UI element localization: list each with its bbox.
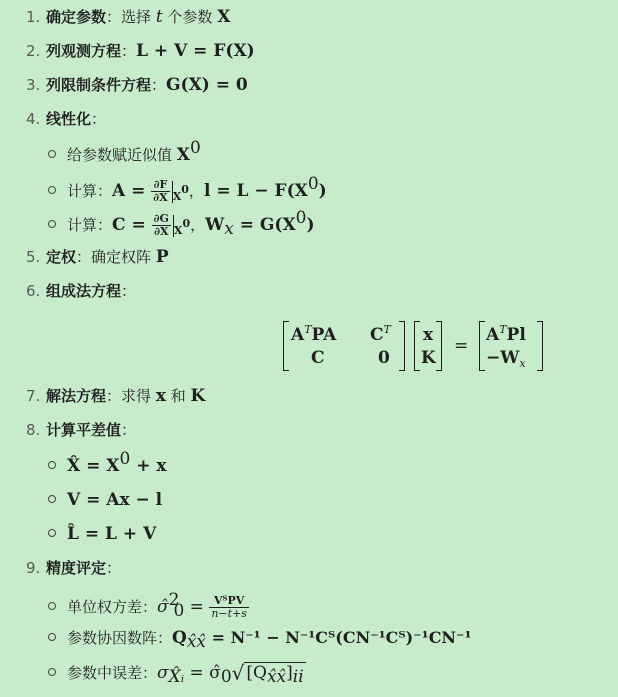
item-label: 定权: [46, 248, 77, 266]
bullet-icon: [48, 668, 56, 676]
equation: L + V = F(X): [136, 41, 255, 61]
fraction: $\frac{\partial G}{\partial X}$: [153, 212, 169, 238]
item-label: 列限制条件方程: [46, 76, 152, 94]
item-number: 3.: [26, 76, 41, 94]
item-number: 2.: [26, 42, 41, 60]
item-label: 确定参数: [46, 8, 107, 26]
bullet-icon: [48, 529, 56, 537]
bullet-icon: [48, 150, 56, 158]
unknown-vector: x K: [414, 321, 442, 371]
bullet-icon: [48, 602, 56, 610]
item-number: 6.: [26, 282, 41, 300]
item-number: 9.: [26, 559, 41, 577]
item-label: 线性化: [46, 110, 92, 128]
bullet-icon: [48, 186, 56, 194]
item-label: 列观测方程: [46, 42, 122, 60]
fraction: $\frac{\text{VᵀPV}}{n-t+s}$: [211, 594, 247, 620]
sqrt-icon: √: [231, 661, 245, 685]
bullet-icon: [48, 220, 56, 228]
document: 1. 确定参数：选择 t 个参数 X 2. 列观测方程：L + V = F(X) 3. 列限制条件方程：G(X) = 0 4. 线性化： 给参数赋近似值 $X^0$ 计算：A = $\frac{\partial F}{\partial X}$ $_{X^0}$，$l = L - F(X^0)$ 计算：C = $\frac{\partial G}{\partial X}$ $_{X^0}$，$W_x = G(X^0)$ 5. 定权：确定权阵 P 6. 组成法方程： $A^TPA$ $C^T$ C 0 x K = $A^TPl$ $-W_x$ 7. 解法方程：求得 x 和 K 8. 计算平差值： X̂ = $X^0 + x$ V = Ax − l L̂ = L + V 9. 精度评定： 单位权方差：σ̂$^2_0$ = $\frac{\text{VᵀPV}}{n-t+s}$ 参数协因数阵：$Q_{x̂x̂} = N^{-1}$ − N⁻¹Cᵀ(CN⁻¹Cᵀ)⁻¹CN⁻¹ 参数中误差：$\sigma_{X̂ᵢ}$ = $\sigmâ_0√$ $[Q_{x̂x̂}]_{ii}$: [0, 0, 618, 697]
item-number: 5.: [26, 248, 41, 266]
constant-vector: $A^TPl$ $-W_x$: [479, 321, 543, 371]
item-number: 4.: [26, 110, 41, 128]
item-label: 组成法方程: [46, 282, 122, 300]
bullet-icon: [48, 461, 56, 469]
item-label: 解法方程: [46, 387, 107, 405]
item-number: 7.: [26, 387, 41, 405]
item-label: 精度评定: [46, 559, 107, 577]
bullet-icon: [48, 633, 56, 641]
equation: G(X) = 0: [166, 75, 248, 95]
coefficient-matrix: $A^TPA$ $C^T$ C 0: [283, 321, 405, 371]
item-label: 计算平差值: [46, 421, 122, 439]
item-number: 1.: [26, 8, 41, 26]
item-number: 8.: [26, 421, 41, 439]
bullet-icon: [48, 495, 56, 503]
radicand: $[Q_{x̂x̂}]_{ii}$: [246, 663, 304, 687]
fraction: $\frac{\partial F}{\partial X}$: [153, 178, 168, 204]
